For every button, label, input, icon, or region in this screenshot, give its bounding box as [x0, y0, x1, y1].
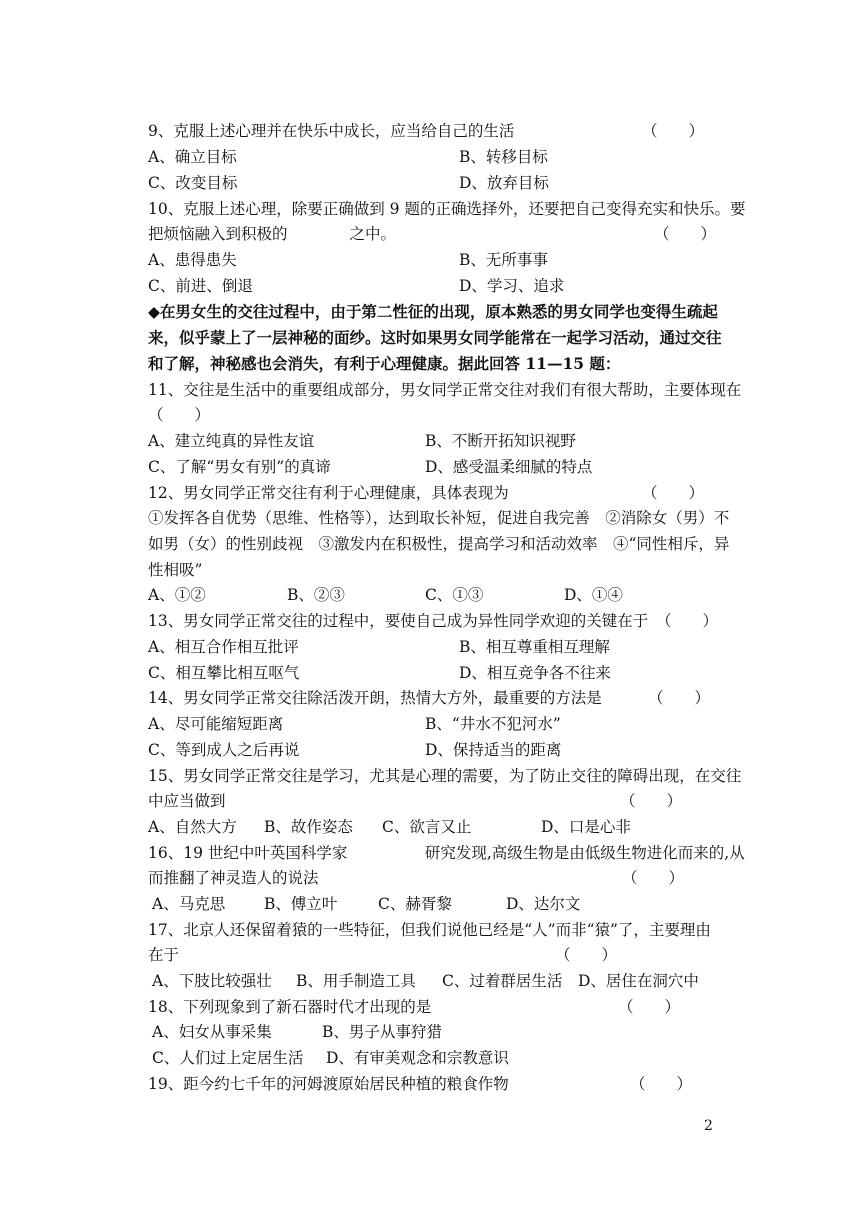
- q11-option-c: C、了解“男女有别”的真谛: [148, 458, 331, 476]
- q16-answer-paren: （ ）: [622, 869, 685, 887]
- q19-stem: 19、距今约七千年的河姆渡原始居民种植的粮食作物: [148, 1075, 509, 1093]
- q13-option-a: A、相互合作相互批评: [148, 638, 299, 656]
- q17-option-c: C、过着群居生活: [442, 972, 563, 990]
- q11-option-a: A、建立纯真的异性友谊: [148, 432, 315, 450]
- q17-stem-line2: 在于: [148, 946, 180, 964]
- q12-option-b: B、②③: [287, 586, 345, 604]
- q12-stem: 12、男女同学正常交往有利于心理健康，具体表现为: [148, 484, 509, 502]
- q12-body-line1: ①发挥各自优势（思维、性格等），达到取长补短，促进自我完善 ②消除女（男）不: [148, 509, 730, 527]
- q14-option-b: B、“井水不犯河水”: [425, 715, 561, 733]
- q16-stem-line1: 16、19 世纪中叶英国科学家 研究发现,高级生物是由低级生物进化而来的,从: [148, 844, 745, 862]
- q16-option-b: B、傅立叶: [264, 895, 338, 913]
- q9-option-a: A、确立目标: [148, 148, 237, 166]
- q18-option-d: D、有审美观念和宗教意识: [326, 1049, 509, 1067]
- q19-answer-paren: （ ）: [630, 1075, 693, 1093]
- passage-line3: 和了解，神秘感也会消失，有利于心理健康。据此回答 11—15 题：: [148, 354, 621, 373]
- q16-option-d: D、达尔文: [506, 895, 581, 913]
- q17-option-b: B、用手制造工具: [296, 972, 416, 990]
- q13-option-c: C、相互攀比相互呕气: [148, 664, 300, 682]
- q16-option-c: C、赫胥黎: [378, 895, 452, 913]
- q12-body-line2: 如男（女）的性别歧视 ③激发内在积极性，提高学习和活动效率 ④“同性相斥，异: [148, 535, 730, 553]
- q15-answer-paren: （ ）: [620, 792, 683, 810]
- q9-option-b: B、转移目标: [459, 148, 548, 166]
- q13-option-b: B、相互尊重相互理解: [459, 638, 610, 656]
- q16-option-a: A、马克思: [152, 895, 226, 913]
- passage-line1: ◆在男女生的交往过程中，由于第二性征的出现，原本熟悉的男女同学也变得生疏起: [148, 302, 718, 321]
- passage-line2: 来，似乎蒙上了一层神秘的面纱。这时如果男女同学能常在一起学习活动，通过交往: [148, 328, 722, 347]
- q16-stem-line2: 而推翻了神灵造人的说法: [148, 869, 319, 887]
- q18-option-b: B、男子从事狩猎: [322, 1023, 442, 1041]
- q14-option-a: A、尽可能缩短距离: [148, 715, 284, 733]
- q17-answer-paren: （ ）: [555, 946, 618, 964]
- q15-stem-line1: 15、男女同学正常交往是学习，尤其是心理的需要，为了防止交往的障碍出现，在交往: [148, 767, 742, 785]
- q15-option-b: B、故作姿态: [264, 818, 353, 836]
- q14-option-d: D、保持适当的距离: [425, 741, 562, 759]
- q18-option-c: C、人们过上定居生活: [152, 1049, 304, 1067]
- q13-stem: 13、男女同学正常交往的过程中，要使自己成为异性同学欢迎的关键在于: [148, 612, 649, 630]
- page-number: 2: [704, 1118, 713, 1134]
- q9-stem: 9、克服上述心理并在快乐中成长，应当给自己的生活: [148, 122, 515, 140]
- q17-stem-line1: 17、北京人还保留着猿的一些特征，但我们说他已经是“人”而非“猿”了，主要理由: [148, 921, 711, 939]
- q11-option-d: D、感受温柔细腻的特点: [425, 458, 593, 476]
- q10-stem-line1: 10、克服上述心理，除要正确做到 9 题的正确选择外，还要把自己变得充实和快乐。要: [148, 200, 746, 218]
- q10-stem-line2: 把烦恼融入到积极的 之中。: [148, 225, 397, 243]
- q10-option-c: C、前进、倒退: [148, 277, 253, 295]
- q18-option-a: A、妇女从事采集: [152, 1023, 272, 1041]
- q9-option-d: D、放弃目标: [459, 174, 549, 192]
- q14-stem: 14、男女同学正常交往除活泼开朗，热情大方外，最重要的方法是: [148, 689, 602, 707]
- q12-option-a: A、①②: [148, 586, 206, 604]
- q12-answer-paren: （ ）: [642, 484, 705, 502]
- q11-stem-line2: （ ）: [148, 406, 211, 424]
- q15-option-a: A、自然大方: [148, 818, 237, 836]
- q10-option-a: A、患得患失: [148, 251, 237, 269]
- q11-option-b: B、不断开拓知识视野: [425, 432, 576, 450]
- q10-option-b: B、无所事事: [459, 251, 548, 269]
- q9-option-c: C、改变目标: [148, 174, 238, 192]
- q10-option-d: D、学习、追求: [459, 277, 565, 295]
- q18-answer-paren: （ ）: [618, 998, 681, 1016]
- q14-option-c: C、等到成人之后再说: [148, 741, 300, 759]
- q17-option-d: D、居住在洞穴中: [578, 972, 699, 990]
- q15-option-d: D、口是心非: [541, 818, 631, 836]
- q10-answer-paren: （ ）: [654, 225, 717, 243]
- q13-option-d: D、相互竞争各不往来: [459, 664, 611, 682]
- q18-stem: 18、下列现象到了新石器时代才出现的是: [148, 998, 432, 1016]
- q17-option-a: A、下肢比较强壮: [152, 972, 272, 990]
- q13-answer-paren: （ ）: [656, 612, 719, 630]
- q9-answer-paren: （ ）: [642, 122, 705, 140]
- q15-option-c: C、欲言又止: [382, 818, 472, 836]
- q11-stem-line1: 11、交往是生活中的重要组成部分，男女同学正常交往对我们有很大帮助，主要体现在: [148, 381, 742, 399]
- q12-option-c: C、①③: [425, 586, 484, 604]
- q12-body-line3: 性相吸”: [148, 561, 203, 579]
- q15-stem-line2: 中应当做到: [148, 792, 226, 810]
- q12-option-d: D、①④: [564, 586, 623, 604]
- q14-answer-paren: （ ）: [648, 689, 711, 707]
